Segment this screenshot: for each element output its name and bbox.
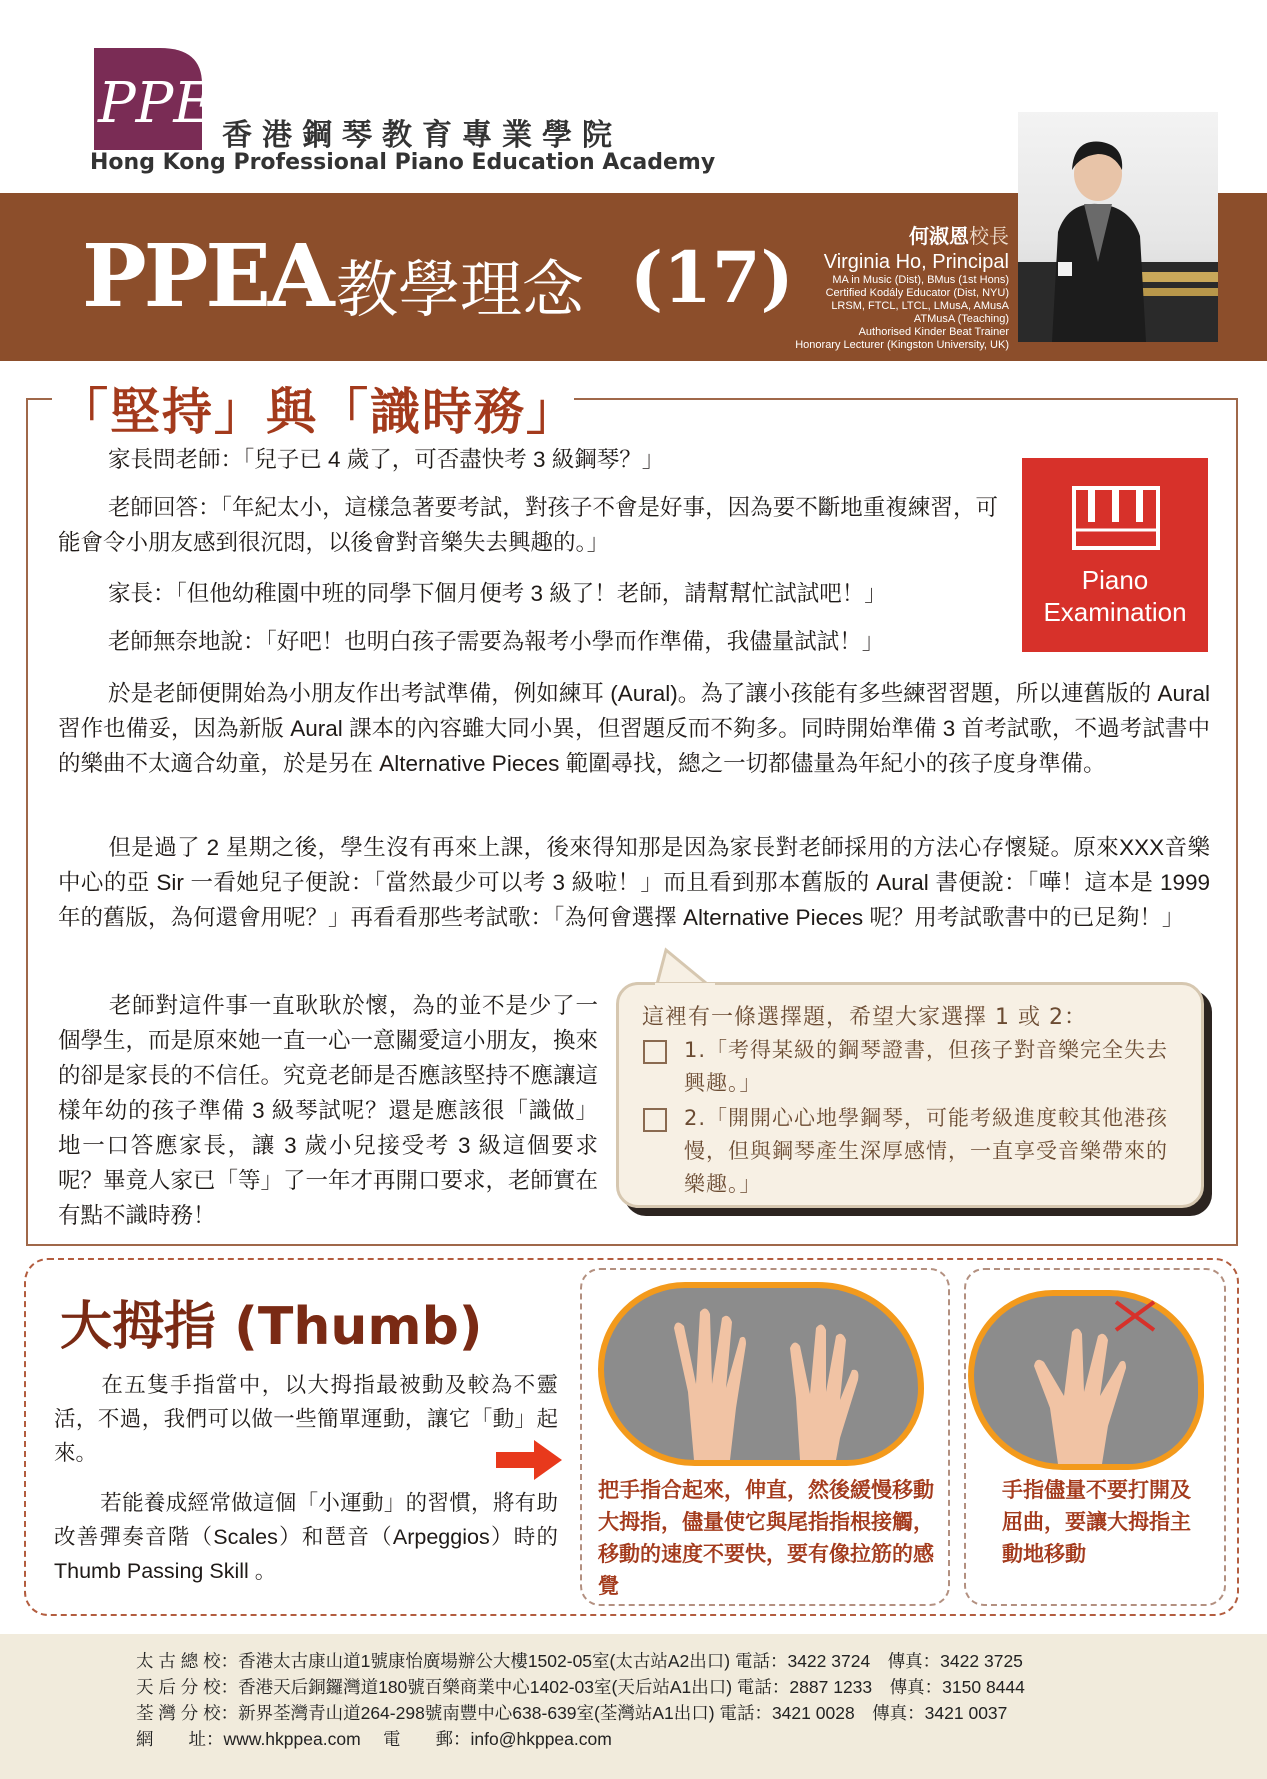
credential-line: Authorised Kinder Beat Trainer: [858, 326, 1009, 338]
article-paragraph: [58, 490, 998, 560]
cross-icon: [1112, 1298, 1158, 1334]
footer-contact: 網 址：www.hkppea.com 電 郵：info@hkppea.com: [136, 1729, 612, 1749]
exercise-caption-2: 手指儘量不要打開及屈曲，要讓大拇指主動地移動: [1002, 1478, 1191, 1566]
exam-label: Piano: [1081, 565, 1149, 595]
article-paragraph: [58, 988, 598, 1233]
paragraph-text: 但是過了 2 星期之後，學生沒有再來上課，後來得知那是因為家長對老師採用的方法心存懷疑。原來XXX音樂中心的亞 Sir 一看她兒子便說：「當然最少可以考 3 級啦！」而且看到那本舊版的 Aural 書便說：「嘩！這本是 1999 年的舊版，為何還會用呢？」再看看那些考試歌：「為何會選擇 Alternative Pieces 呢？用考試歌書中的已足夠！」: [58, 835, 1210, 930]
quiz-question: 這裡有一條選擇題，希望大家選擇 1 或 2：: [642, 1005, 1087, 1030]
quiz-option-1: 1.「考得某級的鋼琴證書，但孩子對音樂完全失去興趣。」: [684, 1038, 1169, 1095]
credential-line: Honorary Lecturer (Kingston University, UK): [795, 339, 1009, 351]
article-paragraph: [58, 442, 998, 477]
paragraph-text: 老師對這件事一直耿耿於懷，為的並不是少了一個學生，而是原來她一直一心一意關愛這小朋友，換來的卻是家長的不信任。究竟老師是否應該堅持不應讓這樣年幼的孩子準備 3 級琴試呢？還是應該很「識做」地一口答應家長，讓 3 歲小兒接受考 3 級這個要求呢？畢竟人家已「等」了一年才再開口要求，老師實在有點不識時務！: [58, 993, 599, 1228]
thumb-paragraph: [54, 1486, 558, 1588]
exam-label: Examination: [1043, 597, 1187, 627]
banner-title-en: PPEA: [82, 226, 332, 327]
credential-line: MA in Music (Dist), BMus (1st Hons): [832, 274, 1009, 286]
school-name-en: Hong Kong Professional Piano Education Academy: [90, 150, 716, 175]
article-heading: 「堅持」與「識時務」: [58, 383, 578, 441]
paragraph-text: 家長問老師：「兒子已 4 歲了，可否盡快考 3 級鋼琴？」: [108, 447, 665, 472]
thumb-paragraph: [54, 1368, 558, 1470]
quiz-option-2: 2.「開開心心地學鋼琴，可能考級進度較其他港孩慢，但與鋼琴產生深厚感情，一直享受音樂帶來的樂趣。」: [684, 1106, 1169, 1196]
paragraph-text: 家長：「但他幼稚園中班的同學下個月便考 3 級了！老師，請幫幫忙試試吧！」: [108, 581, 887, 606]
paragraph-text: 老師無奈地說：「好吧！也明白孩子需要為報考小學而作準備，我儘量試試！」: [108, 629, 885, 654]
exercise-caption-1: 把手指合起來，伸直，然後緩慢移動大拇指，儘量使它與尾指指根接觸，移動的速度不要快，要有像拉筋的感覺: [598, 1478, 934, 1598]
hands-photo-2: [968, 1290, 1204, 1470]
principal-info: [795, 220, 1009, 352]
ppea-logo: [90, 44, 255, 150]
article-paragraph: [58, 830, 1210, 935]
option-2-checkbox[interactable]: [643, 1108, 667, 1132]
credential-line: LRSM, FTCL, LTCL, LMusA, AMusA: [831, 300, 1009, 312]
article-paragraph: [58, 624, 998, 659]
banner-title-cn: 教學理念: [336, 253, 585, 326]
principal-title-cn: 校長: [969, 226, 1009, 248]
thumb-title: 大拇指 (Thumb): [60, 1297, 483, 1357]
bubble-tail-cover: [655, 983, 715, 993]
article-paragraph: [58, 576, 998, 611]
footer-address-tinhau: 天 后 分 校：香港天后銅鑼灣道180號百樂商業中心1402-03室(天后站A1出口) 電話：2887 1233 傳真：3150 8444: [136, 1677, 1025, 1697]
footer-address-tsuenwan: 荃 灣 分 校：新界荃灣青山道264-298號南豐中心638-639室(荃灣站A1出口) 電話：3421 0028 傳真：3421 0037: [136, 1703, 1008, 1723]
paragraph-text: 在五隻手指當中，以大拇指最被動及較為不靈活，不過，我們可以做一些簡單運動，讓它「動」起來。: [54, 1373, 558, 1465]
credential-line: ATMusA (Teaching): [913, 313, 1009, 325]
school-name-cn: 香港鋼琴教育專業學院: [222, 118, 622, 153]
footer-address-taikoo: 太 古 總 校：香港太古康山道1號康怡廣場辦公大樓1502-05室(太古站A2出口) 電話：3422 3724 傳真：3422 3725: [136, 1651, 1023, 1671]
arrow-right-icon: [494, 1438, 564, 1482]
hands-photo-1: [598, 1282, 924, 1466]
piano-keys-icon: [1072, 486, 1160, 550]
principal-name-en: Virginia Ho, Principal: [823, 251, 1009, 273]
article-paragraph: [58, 676, 1210, 781]
paragraph-text: 老師回答：「年紀太小，這樣急著要考試，對孩子不會是好事，因為要不斷地重複練習，可能會令小朋友感到很沉悶，以後會對音樂失去興趣的。」: [58, 495, 998, 555]
banner-issue-number: (17): [630, 236, 794, 319]
option-1-checkbox[interactable]: [643, 1040, 667, 1064]
paragraph-text: 於是老師便開始為小朋友作出考試準備，例如練耳 (Aural)。為了讓小孩能有多些練習習題，所以連舊版的 Aural 習作也備妥，因為新版 Aural 課本的內容雖大同小異，但習題反而不夠多。同時開始準備 3 首考試歌，不過考試書中的樂曲不太適合幼童，於是另在 Alternative Pieces 範圍尋找，總之一切都儘量為年紀小的孩子度身準備。: [58, 681, 1210, 776]
logo-mark-text: PPEA: [98, 71, 255, 136]
principal-photo: [1018, 112, 1218, 342]
credential-line: Certified Kodály Educator (Dist, NYU): [825, 287, 1009, 299]
piano-exam-badge: [1022, 458, 1208, 652]
principal-name-cn: 何淑恩: [909, 226, 969, 248]
paragraph-text: 若能養成經常做這個「小運動」的習慣，將有助改善彈奏音階（Scales）和琶音（Arpeggios）時的 Thumb Passing Skill 。: [54, 1491, 558, 1583]
